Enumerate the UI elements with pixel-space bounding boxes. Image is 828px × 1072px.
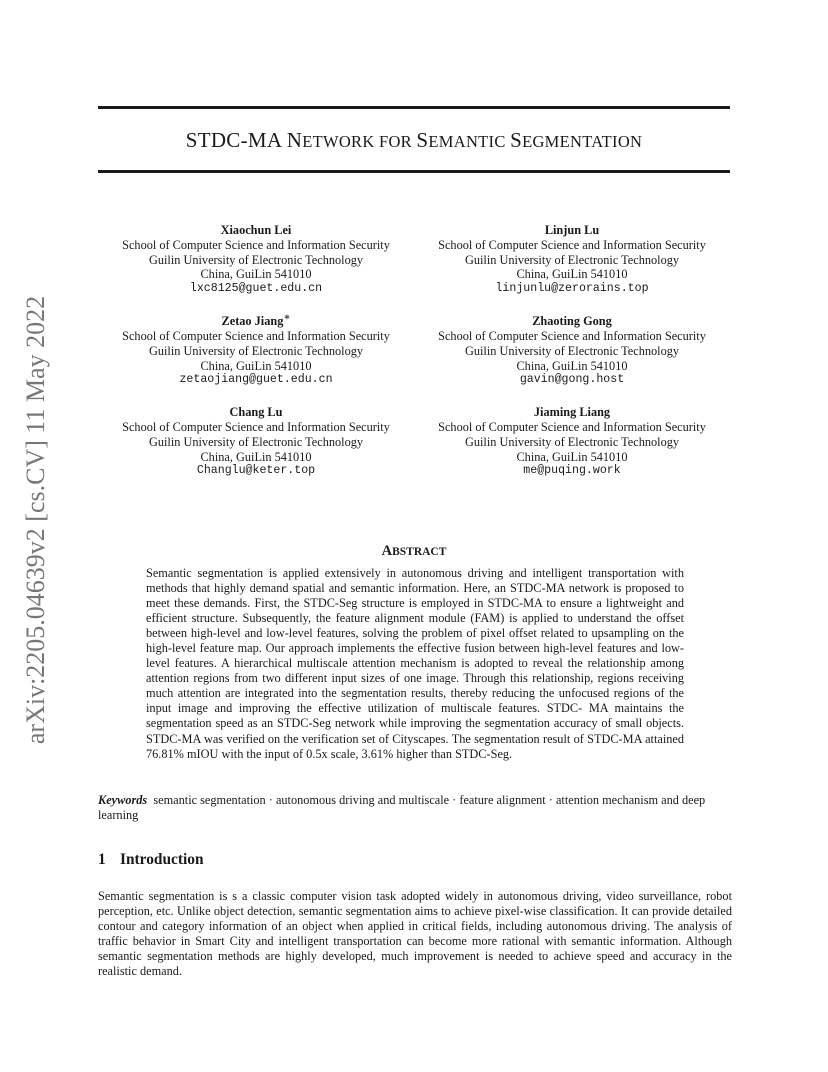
author-entry xyxy=(98,220,414,297)
corresponding-author-mark: ∗ xyxy=(283,312,291,324)
author-affiliation: China, GuiLin 541010 xyxy=(200,449,312,464)
author-name: Zhaoting Gong xyxy=(532,314,612,329)
author-name: Chang Lu xyxy=(229,405,283,420)
author-affiliation: School of Computer Science and Information Security xyxy=(122,328,390,343)
author-affiliation: China, GuiLin 541010 xyxy=(200,358,312,373)
author-affiliation: School of Computer Science and Information Security xyxy=(122,420,390,435)
author-affiliation: School of Computer Science and Information Security xyxy=(438,328,706,343)
abstract-heading: ABSTRACT xyxy=(381,543,447,559)
introduction-paragraph: Semantic segmentation is s a classic computer vision task adopted widely in autonomous driving, video surveillance, robot perception, etc. Unlike object detection, semantic segmentation aims to achieve pixel-wise classification. It can provide detailed contour and category information of an object when applied in critical fields, including autonomous driving. The analysis of traffic behavior in Smart City and intelligent transportation can become more rational with semantic information. Although semantic segmentation methods are highly developed, much improvement is needed to achieve speed and accuracy in the realistic demand. xyxy=(98,889,732,979)
author-name: Jiaming Liang xyxy=(533,405,611,420)
arxiv-stamp-text: arXiv:2205.04639v2 [cs.CV] 11 May 2022 xyxy=(21,295,50,745)
author-email: lxc8125@guet.edu.cn xyxy=(189,282,323,296)
author-name: Linjun Lu xyxy=(544,223,600,238)
author-affiliation: Guilin University of Electronic Technology xyxy=(464,434,680,449)
paper-title: STDC-MA NETWORK FOR SEMANTIC SEGMENTATION xyxy=(185,128,643,152)
author-entry xyxy=(98,311,414,388)
abstract-text: Semantic segmentation is applied extensively in autonomous driving and intelligent transportation with methods that highly demand spatial and semantic information. Here, an STDC-MA network is proposed to meet these demands. First, the STDC-Seg structure is employed in STDC-MA to ensure a lightweight and efficient structure. Subsequently, the feature alignment module (FAM) is applied to understand the offset between high-level and low-level features, solving the problem of pixel offset related to upsampling on the high-level feature map. Our approach implements the effective fusion between high-level features and low-level features. A hierarchical multiscale attention mechanism is adopted to reveal the relationship among attention regions from two different input sizes of one image. Through this relationship, regions receiving much attention are integrated into the segmentation results, thereby reducing the unfocused regions of the input image and improving the effective utilization of multiscale features. STDC- MA maintains the segmentation speed as an STDC-Seg network while improving the segmentation accuracy of small objects. STDC-MA was verified on the verification set of Cityscapes. The segmentation result of STDC-MA attained 76.81% mIOU with the input of 0.5x scale, 3.61% higher than STDC-Seg. xyxy=(146,566,684,761)
author-affiliation: Guilin University of Electronic Technology xyxy=(464,343,680,358)
title-rule-bottom xyxy=(98,170,730,173)
author-entry xyxy=(98,402,414,479)
author-affiliation: Guilin University of Electronic Technology xyxy=(464,252,680,267)
arxiv-stamp xyxy=(18,270,54,770)
title-rule-top xyxy=(98,106,730,109)
author-name: Zetao Jiang∗ xyxy=(221,312,291,329)
author-affiliation: China, GuiLin 541010 xyxy=(200,267,312,282)
author-affiliation: China, GuiLin 541010 xyxy=(516,358,628,373)
author-affiliation: Guilin University of Electronic Technology xyxy=(148,343,364,358)
author-email: linjunlu@zerorains.top xyxy=(495,282,649,296)
author-name: Xiaochun Lei xyxy=(220,223,292,238)
author-email: me@puqing.work xyxy=(523,464,621,478)
author-email: Changlu@keter.top xyxy=(196,464,316,478)
keywords-label: Keywords xyxy=(98,793,148,807)
author-entry xyxy=(414,402,730,479)
author-entry xyxy=(414,311,730,388)
author-affiliation: China, GuiLin 541010 xyxy=(516,449,628,464)
keywords-text: semantic segmentation · autonomous driving and multiscale · feature alignment · attention mechanism and deep learning xyxy=(98,793,706,823)
section-heading-introduction xyxy=(98,851,204,869)
section-title: Introduction xyxy=(120,851,204,868)
author-affiliation: School of Computer Science and Information Security xyxy=(438,237,706,252)
author-affiliation: School of Computer Science and Information Security xyxy=(122,237,390,252)
author-email: gavin@gong.host xyxy=(519,373,625,387)
author-affiliation: Guilin University of Electronic Technology xyxy=(148,252,364,267)
author-email: zetaojiang@guet.edu.cn xyxy=(179,373,333,387)
section-number: 1 xyxy=(98,851,106,868)
author-entry xyxy=(414,220,730,297)
author-affiliation: Guilin University of Electronic Technology xyxy=(148,434,364,449)
author-block xyxy=(98,220,730,479)
keywords xyxy=(98,793,732,823)
author-affiliation: School of Computer Science and Information Security xyxy=(438,420,706,435)
author-affiliation: China, GuiLin 541010 xyxy=(516,267,628,282)
